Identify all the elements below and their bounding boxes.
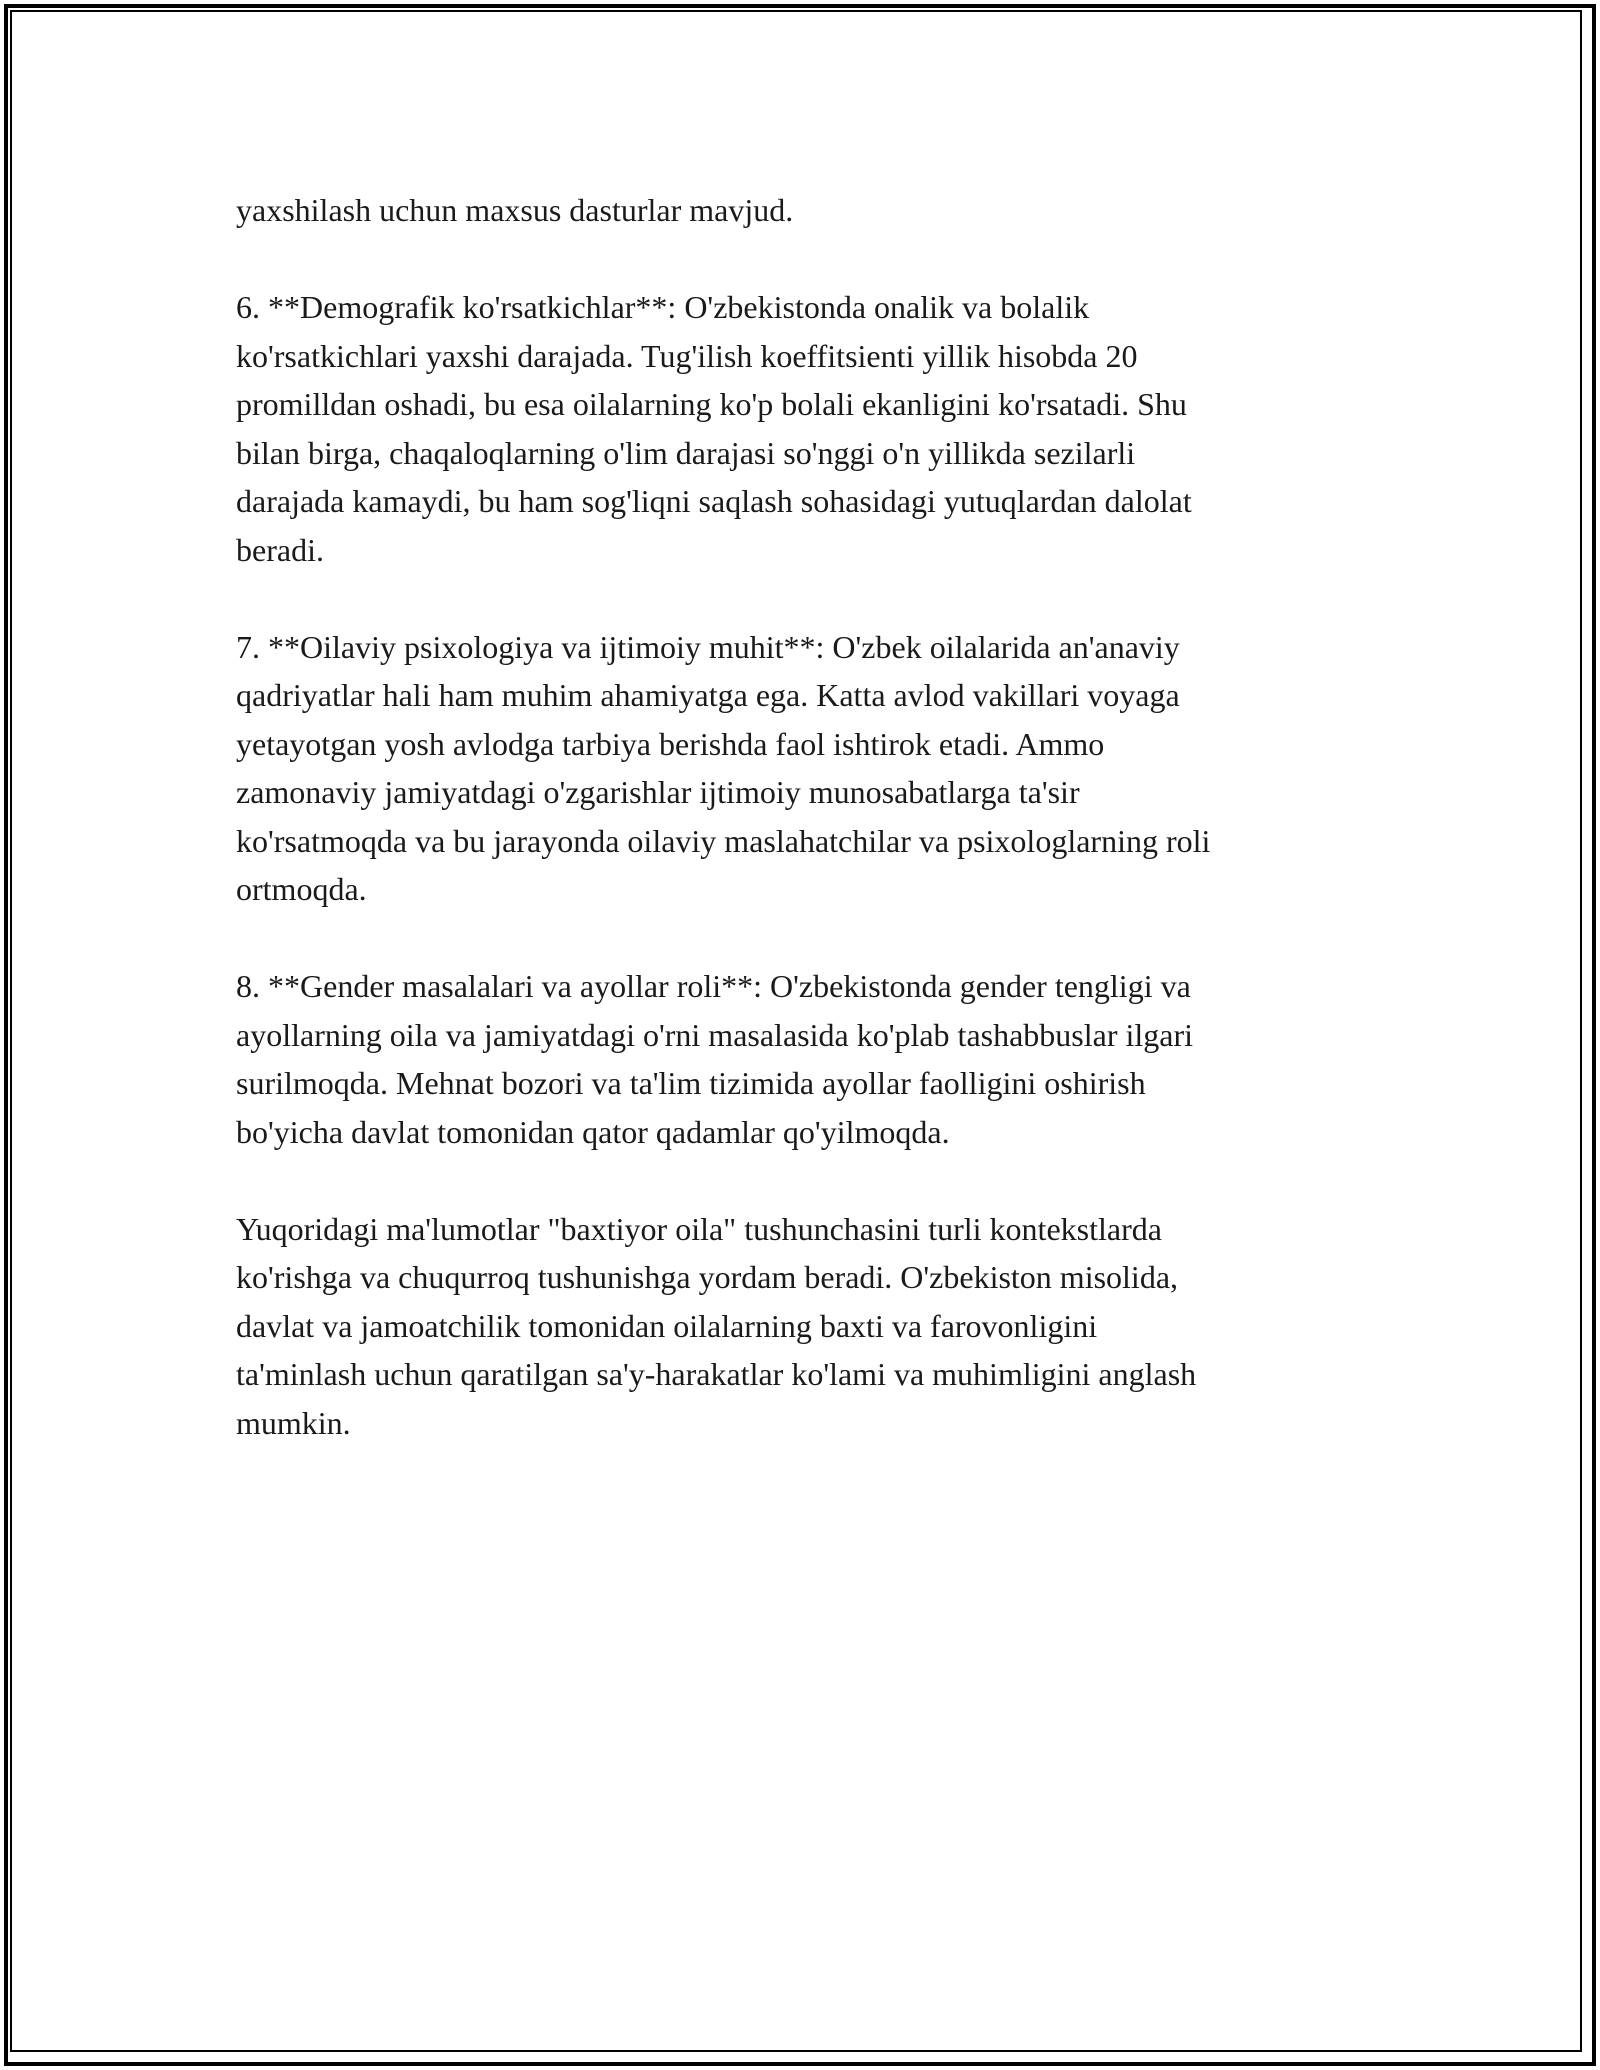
document-body: [236, 186, 1366, 1447]
paragraph-conclusion: Yuqoridagi ma'lumotlar "baxtiyor oila" tushunchasini turli kontekstlarda ko'rishga va chuqurroq tushunishga yordam beradi. O'zbekiston misolida, davlat va jamoatchilik tomonidan oilalarning baxti va farovonligini ta'minlash uchun qaratilgan sa'y-harakatlar ko'lami va muhimligini anglash mumkin.: [236, 1210, 1197, 1441]
paragraph-demographic-indicators: 6. **Demografik ko'rsatkichlar**: O'zbekistonda onalik va bolalik ko'rsatkichlari yaxshi darajada. Tug'ilish koeffitsienti yillik hisobda 20 promilldan oshadi, bu esa oilalarning ko'p bolali ekanligini ko'rsatadi. Shu bilan birga, chaqaloqlarning o'lim darajasi so'nggi o'n yillikda sezilarli darajada kamaydi, bu ham sog'liqni saqlash sohasidagi yutuqlardan dalolat beradi.: [236, 289, 1192, 568]
paragraph-gender-issues: 8. **Gender masalalari va ayollar roli**: O'zbekistonda gender tengligi va ayollarning oila va jamiyatdagi o'rni masalasida ko'plab tashabbuslar ilgari surilmoqda. Mehnat bozori va ta'lim tizimida ayollar faolligini oshirish bo'yicha davlat tomonidan qator qadamlar qo'yilmoqda.: [236, 968, 1194, 1150]
paragraph-family-psychology: 7. **Oilaviy psixologiya va ijtimoiy muhit**: O'zbek oilalarida an'anaviy qadriyatlar hali ham muhim ahamiyatga ega. Katta avlod vakillari voyaga yetayotgan yosh avlodga tarbiya berishda faol ishtirok etadi. Ammo zamonaviy jamiyatdagi o'zgarishlar ijtimoiy munosabatlarga ta'sir ko'rsatmoqda va bu jarayonda oilaviy maslahatchilar va psixologlarning roli ortmoqda.: [236, 628, 1211, 907]
paragraph-continuation: yaxshilash uchun maxsus dasturlar mavjud.: [236, 192, 794, 228]
